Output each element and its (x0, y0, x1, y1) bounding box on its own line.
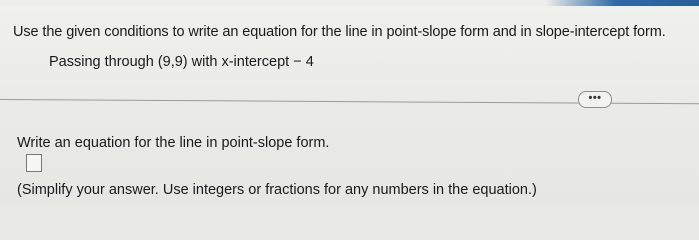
header-band (0, 0, 699, 6)
answer-input[interactable] (26, 154, 42, 172)
instruction-text: Use the given conditions to write an equation for the line in point-slope form and in slope-intercept form. (13, 24, 666, 40)
answer-hint: (Simplify your answer. Use integers or fractions for any numbers in the equation.) (17, 182, 537, 198)
more-options-button[interactable]: ••• (578, 91, 612, 108)
problem-statement: Passing through (9,9) with x-intercept − 4 (49, 54, 314, 70)
question-prompt: Write an equation for the line in point-slope form. (17, 135, 330, 151)
